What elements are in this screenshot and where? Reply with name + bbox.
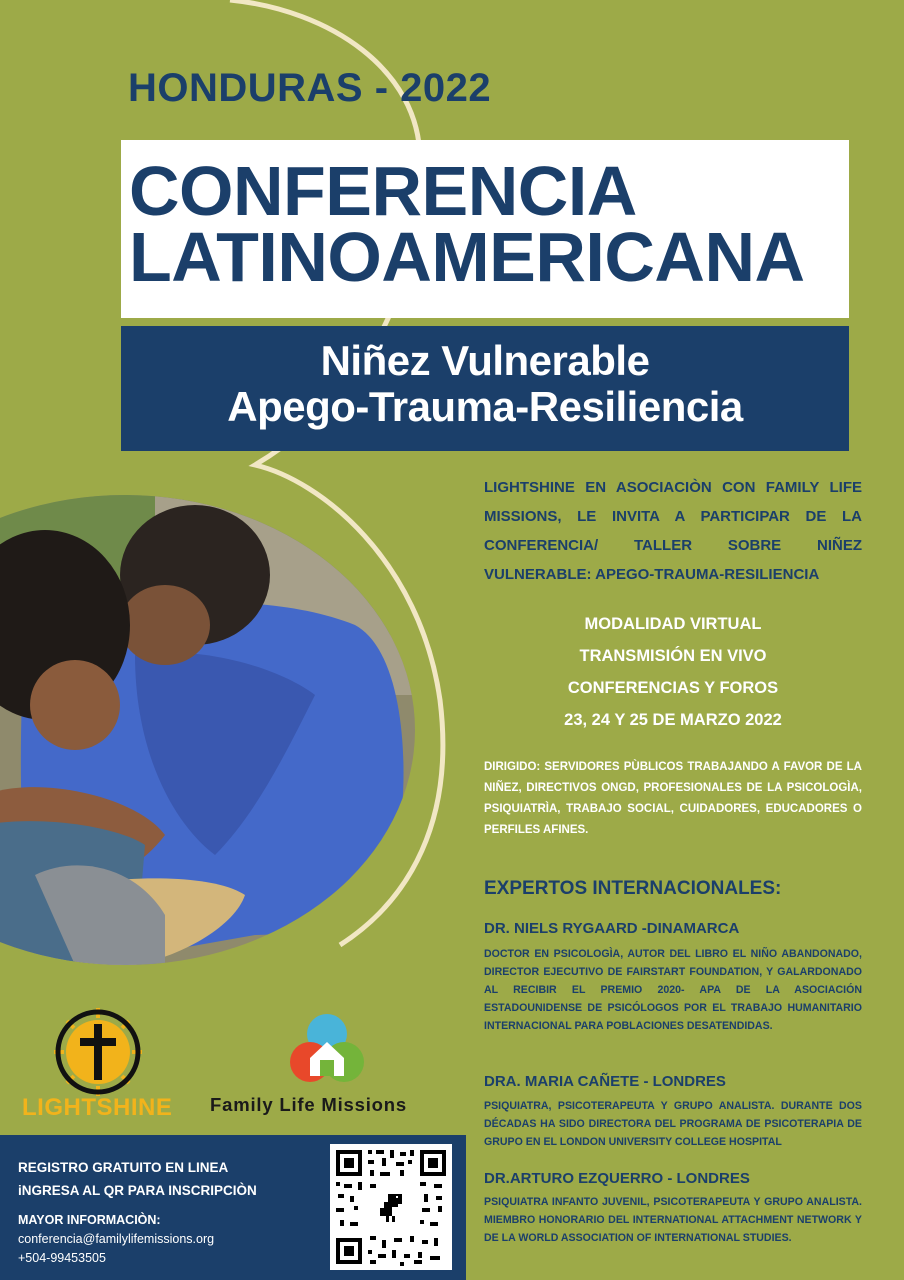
- expert-1-description: DOCTOR EN PSICOLOGÌA, AUTOR DEL LIBRO EL NIÑO ABANDONADO, DIRECTOR EJECUTIVO DE FAIRSTART FOUNDATION, Y GALARDONADO AL RECIBIR EL PREMIO 2020- APA DE LA ASOCIACIÓN ESTADOUNIDENSE DE PSICÓLOGOS POR EL TRABAJO HUMANITARIO INTERNACIONAL PARA POBLACIONES DESATENDIDAS.: [484, 948, 862, 1032]
- title-line-2: LATINOAMERICANA: [129, 218, 805, 296]
- registration-line-2: iNGRESA AL QR PARA INSCRIPCIÒN: [18, 1183, 257, 1198]
- title-line-1: CONFERENCIA: [129, 152, 637, 230]
- registration-qr-code-icon[interactable]: [330, 1144, 452, 1270]
- family-life-missions-logo-text: Family Life Missions: [210, 1094, 407, 1115]
- modalidad-line-2: TRANSMISIÓN EN VIVO: [579, 647, 767, 665]
- contact-phone[interactable]: +504-99453505: [18, 1251, 106, 1265]
- expert-1-name: DR. NIELS RYGAARD -DINAMARCA: [484, 920, 740, 937]
- subtitle-line-2: Apego-Trauma-Resiliencia: [227, 383, 743, 430]
- main-title: [129, 152, 845, 296]
- expert-3-description: PSIQUIATRA INFANTO JUVENIL, PSICOTERAPEUTA Y GRUPO ANALISTA. MIEMBRO HONORARIO DEL INTERNATIONAL ATTACHMENT NETWORK Y DE LA WORLD ASSOCIATION OF INTERNATIONAL STUDIES.: [484, 1196, 862, 1244]
- experts-heading: EXPERTOS INTERNACIONALES:: [484, 878, 782, 899]
- event-dates: 23, 24 Y 25 DE MARZO 2022: [564, 711, 782, 729]
- expert-3-name: DR.ARTURO EZQUERRO - LONDRES: [484, 1170, 750, 1187]
- expert-2-name: DRA. MARIA CAÑETE - LONDRES: [484, 1073, 726, 1090]
- contact-email[interactable]: conferencia@familylifemissions.org: [18, 1232, 215, 1246]
- modalidad-line-1: MODALIDAD VIRTUAL: [584, 615, 762, 633]
- modalidad-line-3: CONFERENCIAS Y FOROS: [567, 679, 779, 697]
- location-year: HONDURAS - 2022: [128, 66, 492, 110]
- audience-text: DIRIGIDO: SERVIDORES PÙBLICOS TRABAJANDO A FAVOR DE LA NIÑEZ, DIRECTIVOS ONGD, PROFESIONALES DE LA PSICOLOGÌA, PSIQUIATRÌA, TRABAJO SOCIAL, CUIDADORES, EDUCADORES O PERFILES AFINES.: [484, 761, 862, 836]
- subtitle: [121, 338, 849, 430]
- subtitle-line-1: Niñez Vulnerable: [320, 337, 650, 384]
- registration-line-1: REGISTRO GRATUITO EN LINEA: [18, 1160, 229, 1175]
- expert-2-description: PSIQUIATRA, PSICOTERAPEUTA Y GRUPO ANALISTA. DURANTE DOS DÉCADAS HA SIDO DIRECTORA DEL PROGRAMA DE PSICOTERAPIA DE GRUPO EN EL LONDON UNIVERSITY COLLEGE HOSPITAL: [484, 1100, 862, 1148]
- family-life-missions-logo-icon: [282, 1010, 372, 1090]
- intro-text: LIGHTSHINE EN ASOCIACIÒN CON FAMILY LIFE MISSIONS, LE INVITA A PARTICIPAR DE LA CONFERENCIA/ TALLER SOBRE NIÑEZ VULNERABLE: APEGO-TRAUMA-RESILIENCIA: [484, 479, 862, 583]
- more-info-label: MAYOR INFORMACIÒN:: [18, 1213, 161, 1227]
- modalidad-block: [484, 608, 862, 736]
- lightshine-logo-text: LIGHTSHINE: [22, 1094, 173, 1121]
